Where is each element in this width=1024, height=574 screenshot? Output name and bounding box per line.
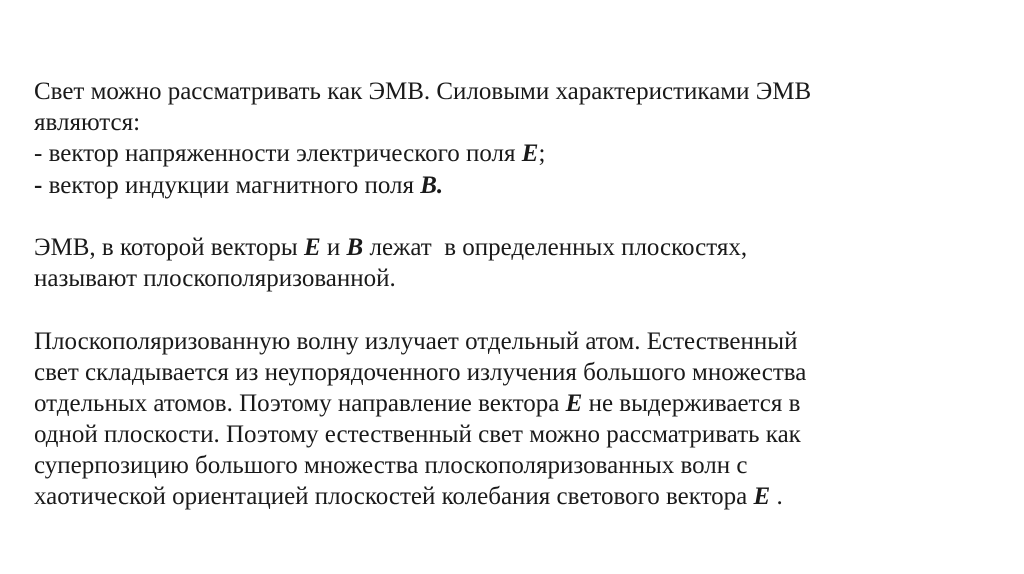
p3-line-1-text: Плоскополяризованную волну излучает отдельный атом. Естественный: [34, 327, 798, 355]
p3-line-2-text: свет складывается из неупорядоченного излучения большого множества: [34, 358, 807, 386]
p1-line-1: [34, 76, 994, 107]
p3-line-6: [34, 481, 994, 512]
p2-line-1: [34, 232, 994, 263]
p2-line-1-b: и: [320, 233, 347, 261]
p3-line-3-a: отдельных атомов. Поэтому направление вектора: [34, 389, 566, 417]
p2-line-1-c: лежат в определенных плоскостях,: [363, 233, 748, 261]
p3-line-5: [34, 450, 994, 481]
p3-line-6-a: хаотической ориентацией плоскостей колебания светового вектора: [34, 483, 754, 511]
paragraph-spacer: [34, 294, 994, 325]
p2-line-2-text: называют плоскополяризованной.: [34, 265, 396, 293]
vector-e-symbol: E: [753, 483, 771, 511]
p1-line-4: [34, 170, 994, 201]
p3-line-6-b: .: [770, 483, 783, 511]
p3-line-4: [34, 419, 994, 450]
vector-b-symbol: B.: [420, 171, 444, 199]
p3-line-3: [34, 388, 994, 419]
p1-line-3-prefix: - вектор напряженности электрического поля: [34, 140, 522, 168]
p1-line-3-suffix: ;: [538, 140, 546, 168]
vector-e-symbol: E: [303, 233, 321, 261]
slide-text: [34, 76, 994, 513]
paragraph-spacer: [34, 201, 994, 232]
p1-line-4-dash: -: [34, 171, 43, 199]
p1-line-3: [34, 138, 994, 169]
vector-b-symbol: B: [346, 233, 364, 261]
p3-line-3-b: не выдерживается в: [582, 389, 801, 417]
vector-e-symbol: E: [521, 140, 539, 168]
p3-line-5-text: суперпозицию большого множества плоскополяризованных волн с: [34, 452, 748, 480]
p1-line-2: [34, 107, 994, 138]
p1-line-1-text: Свет можно рассматривать как ЭМВ. Силовыми характеристиками ЭМВ: [34, 78, 812, 105]
p2-line-2: [34, 263, 994, 294]
p2-line-1-a: ЭМВ, в которой векторы: [34, 233, 304, 261]
p1-line-2-text: являются:: [34, 109, 141, 137]
p3-line-2: [34, 357, 994, 388]
vector-e-symbol: E: [565, 389, 583, 417]
p1-line-4-text: вектор индукции магнитного поля: [42, 171, 421, 199]
p3-line-1: [34, 326, 994, 357]
p3-line-4-text: одной плоскости. Поэтому естественный свет можно рассматривать как: [34, 421, 801, 449]
